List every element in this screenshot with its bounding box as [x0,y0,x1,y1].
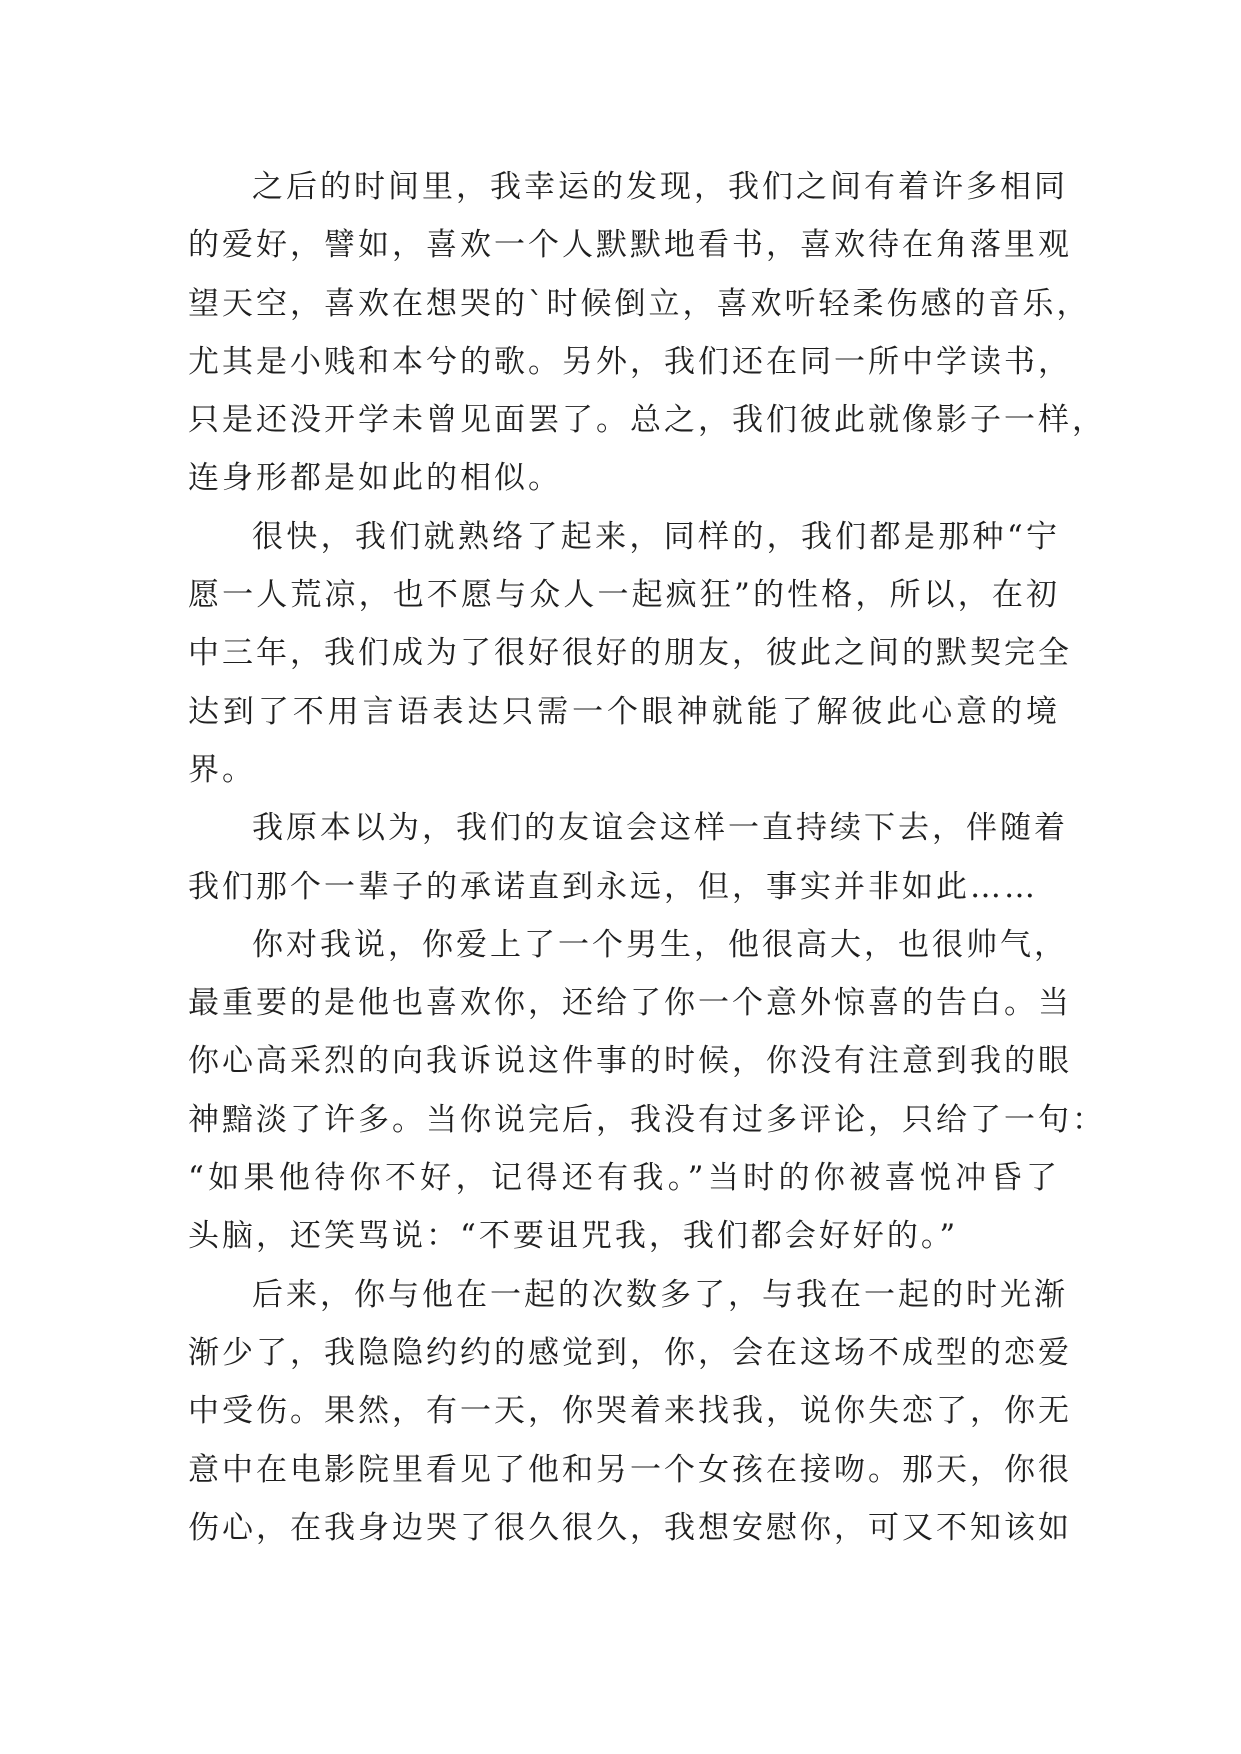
paragraph-5 [188,1266,1072,1557]
text-line: 愿一人荒凉，也不愿与众人一起疯狂”的性格，所以，在初 [188,577,1060,614]
text-line: 神黯淡了许多。当你说完后，我没有过多评论，只给了一句： [188,1101,1106,1138]
text-line: 最重要的是他也喜欢你，还给了你一个意外惊喜的告白。当 [188,985,1072,1022]
text-line: 只是还没开学未曾见面罢了。总之，我们彼此就像影子一样， [188,402,1106,439]
text-line: 望天空，喜欢在想哭的`时候倒立，喜欢听轻柔伤感的音乐， [188,285,1091,322]
text-line: 很快，我们就熟络了起来，同样的，我们都是那种“宁 [252,518,1060,555]
text-line: 渐少了，我隐隐约约的感觉到，你，会在这场不成型的恋爱 [188,1334,1072,1371]
text-line: 尤其是小贱和本兮的歌。另外，我们还在同一所中学读书， [188,343,1072,380]
text-line: 中三年，我们成为了很好很好的朋友，彼此之间的默契完全 [188,635,1072,672]
text-line: 头脑，还笑骂说：“不要诅咒我，我们都会好好的。” [188,1218,959,1255]
text-line: 的爱好，譬如，喜欢一个人默默地看书，喜欢待在角落里观 [188,227,1072,264]
text-line: 我们那个一辈子的承诺直到永远，但，事实并非如此…… [188,868,1038,905]
text-line: 你心高采烈的向我诉说这件事的时候，你没有注意到我的眼 [188,1043,1072,1080]
text-line: 连身形都是如此的相似。 [188,460,562,497]
text-line: 达到了不用言语表达只需一个眼神就能了解彼此心意的境 [188,693,1060,730]
text-line: 伤心，在我身边哭了很久很久，我想安慰你，可又不知该如 [188,1509,1072,1546]
text-line: 中受伤。果然，有一天，你哭着来找我，说你失恋了，你无 [188,1393,1072,1430]
text-line: 你对我说，你爱上了一个男生，他很高大，也很帅气， [252,926,1068,963]
text-line: 后来，你与他在一起的次数多了，与我在一起的时光渐 [252,1276,1068,1313]
paragraph-1 [188,158,1106,508]
paragraph-3 [188,799,1068,916]
text-line: 意中在电影院里看见了他和另一个女孩在接吻。那天，你很 [188,1451,1072,1488]
text-line: “如果他待你不好，记得还有我。”当时的你被喜悦冲昏了 [188,1160,1060,1197]
text-line: 之后的时间里，我幸运的发现，我们之间有着许多相同 [252,169,1068,205]
paragraph-2 [188,508,1072,799]
body-text [188,158,1106,1557]
text-line: 我原本以为，我们的友谊会这样一直持续下去，伴随着 [252,810,1068,847]
paragraph-4 [188,916,1106,1266]
text-line: 界。 [188,751,256,788]
